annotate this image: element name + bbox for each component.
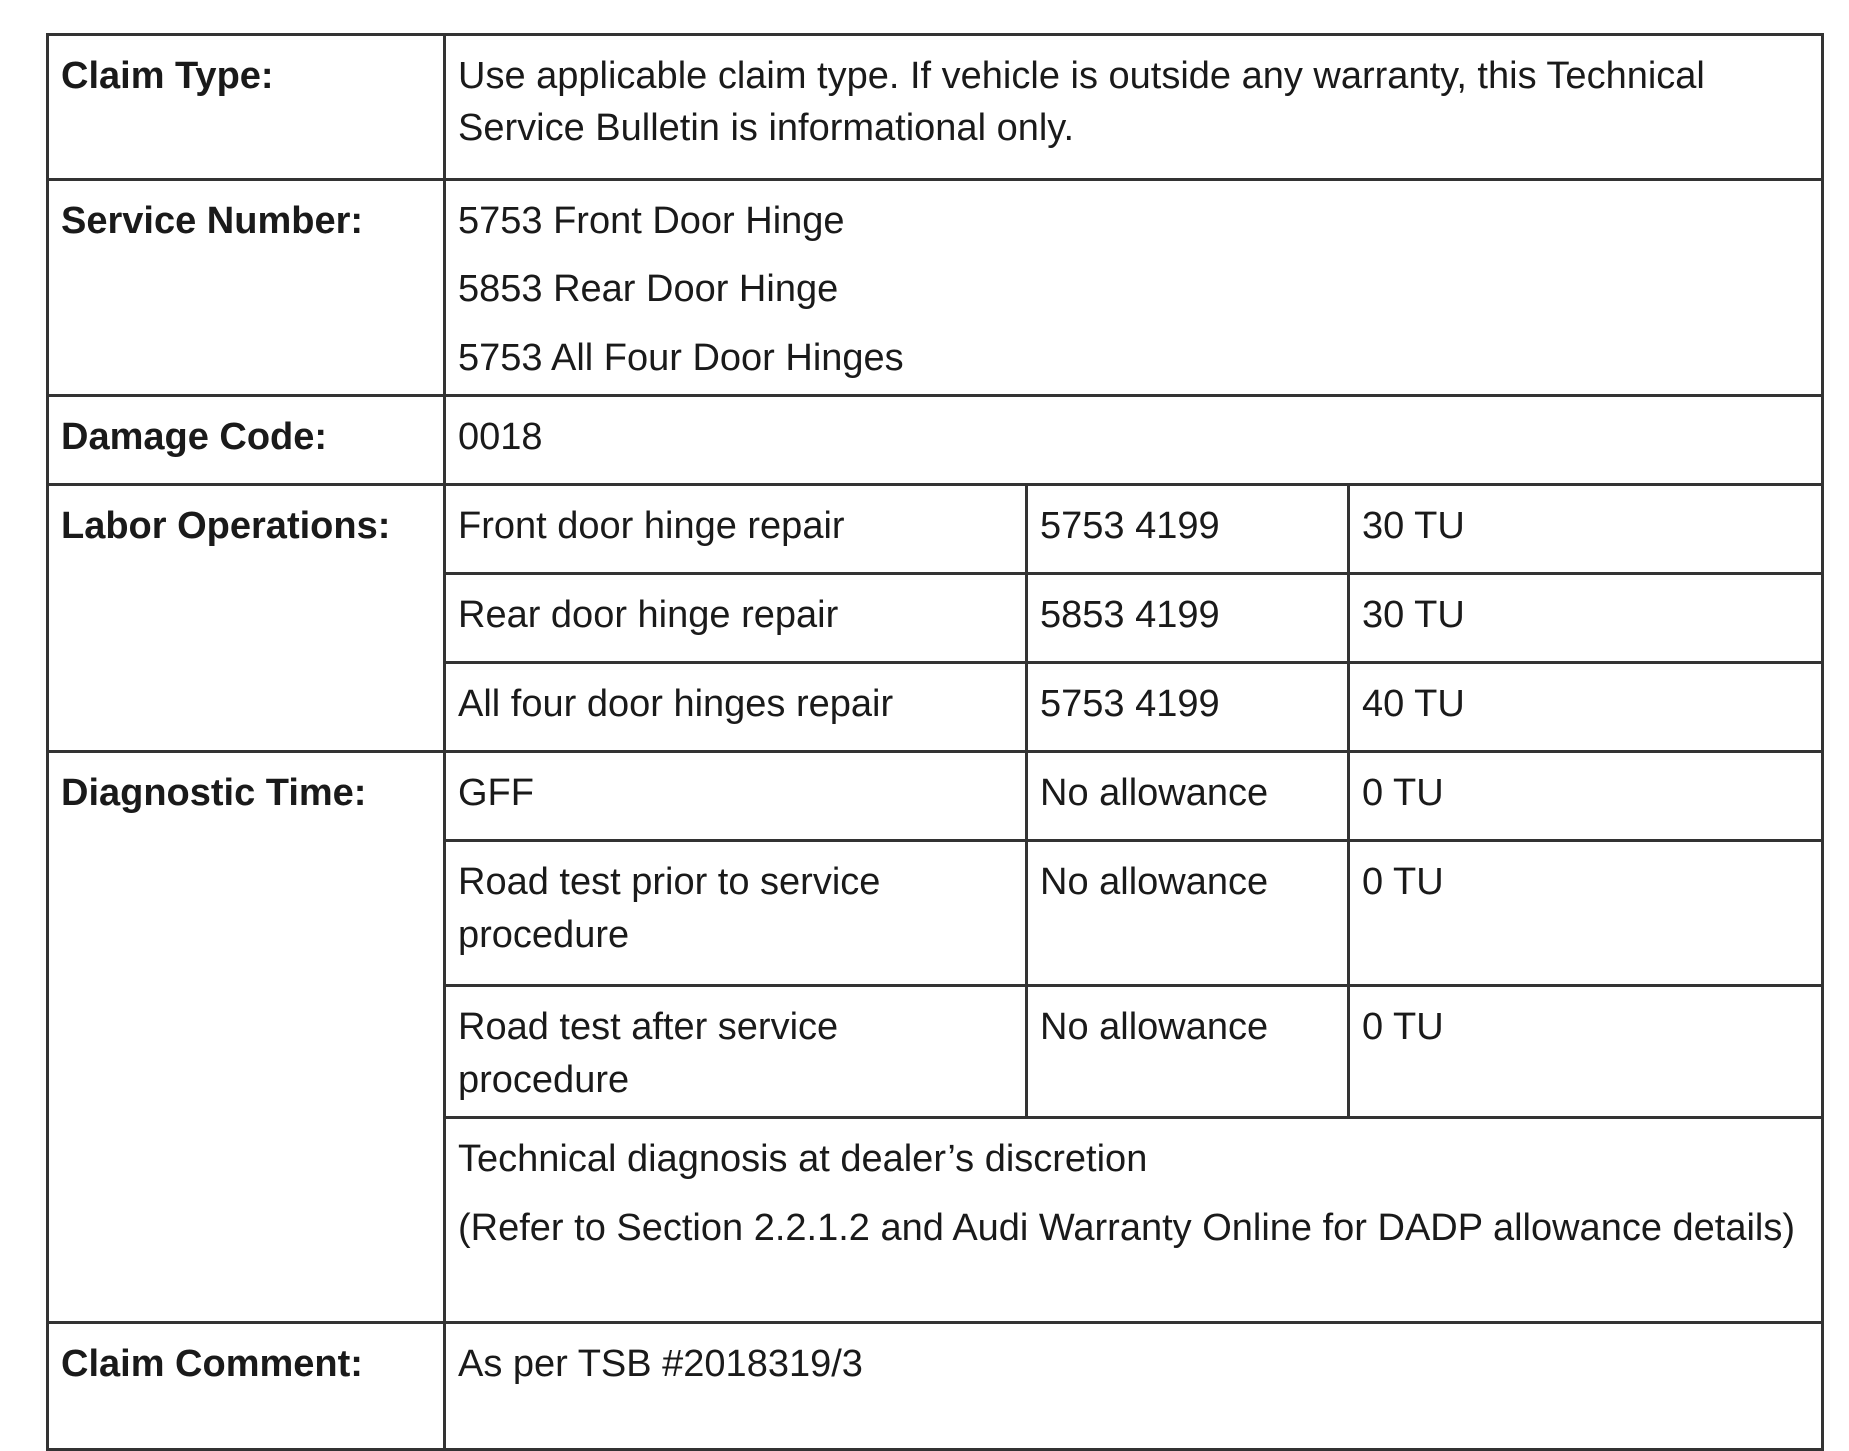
- labor-operation-description: All four door hinges repair: [445, 663, 1027, 752]
- diagnostic-description: Road test prior to service procedure: [445, 841, 1027, 986]
- diagnostic-note-line: Technical diagnosis at dealer’s discretion: [458, 1138, 1148, 1181]
- service-number-label: Service Number:: [48, 180, 445, 396]
- labor-operation-description: Rear door hinge repair: [445, 574, 1027, 663]
- claim-type-value: Use applicable claim type. If vehicle is outside any warranty, this Technical Service Bulletin is informational only.: [445, 35, 1823, 180]
- claim-comment-value: As per TSB #2018319/3: [445, 1323, 1823, 1450]
- labor-operation-row: [48, 485, 1823, 574]
- labor-operations-label: Labor Operations:: [48, 485, 445, 752]
- claim-type-label: Claim Type:: [48, 35, 445, 180]
- labor-operation-time: 40 TU: [1349, 663, 1823, 752]
- diagnostic-allowance: No allowance: [1027, 752, 1349, 841]
- labor-operation-code: 5753 4199: [1027, 485, 1349, 574]
- claim-comment-label: Claim Comment:: [48, 1323, 445, 1450]
- diagnostic-time-value: 0 TU: [1349, 986, 1823, 1118]
- diagnostic-allowance: No allowance: [1027, 986, 1349, 1118]
- labor-operation-description: Front door hinge repair: [445, 485, 1027, 574]
- service-number-values: [445, 180, 1823, 396]
- damage-code-row: [48, 396, 1823, 485]
- labor-operation-time: 30 TU: [1349, 574, 1823, 663]
- labor-operation-code: 5853 4199: [1027, 574, 1349, 663]
- diagnostic-description: Road test after service procedure: [445, 986, 1027, 1118]
- service-number-line: 5853 Rear Door Hinge: [458, 268, 839, 311]
- diagnostic-note-line: (Refer to Section 2.2.1.2 and Audi Warranty Online for DADP allowance details): [458, 1206, 1796, 1249]
- diagnostic-time-value: 0 TU: [1349, 752, 1823, 841]
- claim-type-row: [48, 35, 1823, 180]
- diagnostic-time-row: [48, 752, 1823, 841]
- damage-code-value: 0018: [445, 396, 1823, 485]
- diagnostic-allowance: No allowance: [1027, 841, 1349, 986]
- labor-operation-time: 30 TU: [1349, 485, 1823, 574]
- diagnostic-note: [445, 1118, 1823, 1323]
- service-number-row: [48, 180, 1823, 396]
- diagnostic-time-label: Diagnostic Time:: [48, 752, 445, 1323]
- warranty-claim-table: [46, 33, 1824, 1451]
- service-number-line: 5753 Front Door Hinge: [458, 200, 845, 242]
- diagnostic-description: GFF: [445, 752, 1027, 841]
- diagnostic-time-value: 0 TU: [1349, 841, 1823, 986]
- service-number-line: 5753 All Four Door Hinges: [458, 336, 904, 379]
- labor-operation-code: 5753 4199: [1027, 663, 1349, 752]
- claim-comment-row: [48, 1323, 1823, 1450]
- damage-code-label: Damage Code:: [48, 396, 445, 485]
